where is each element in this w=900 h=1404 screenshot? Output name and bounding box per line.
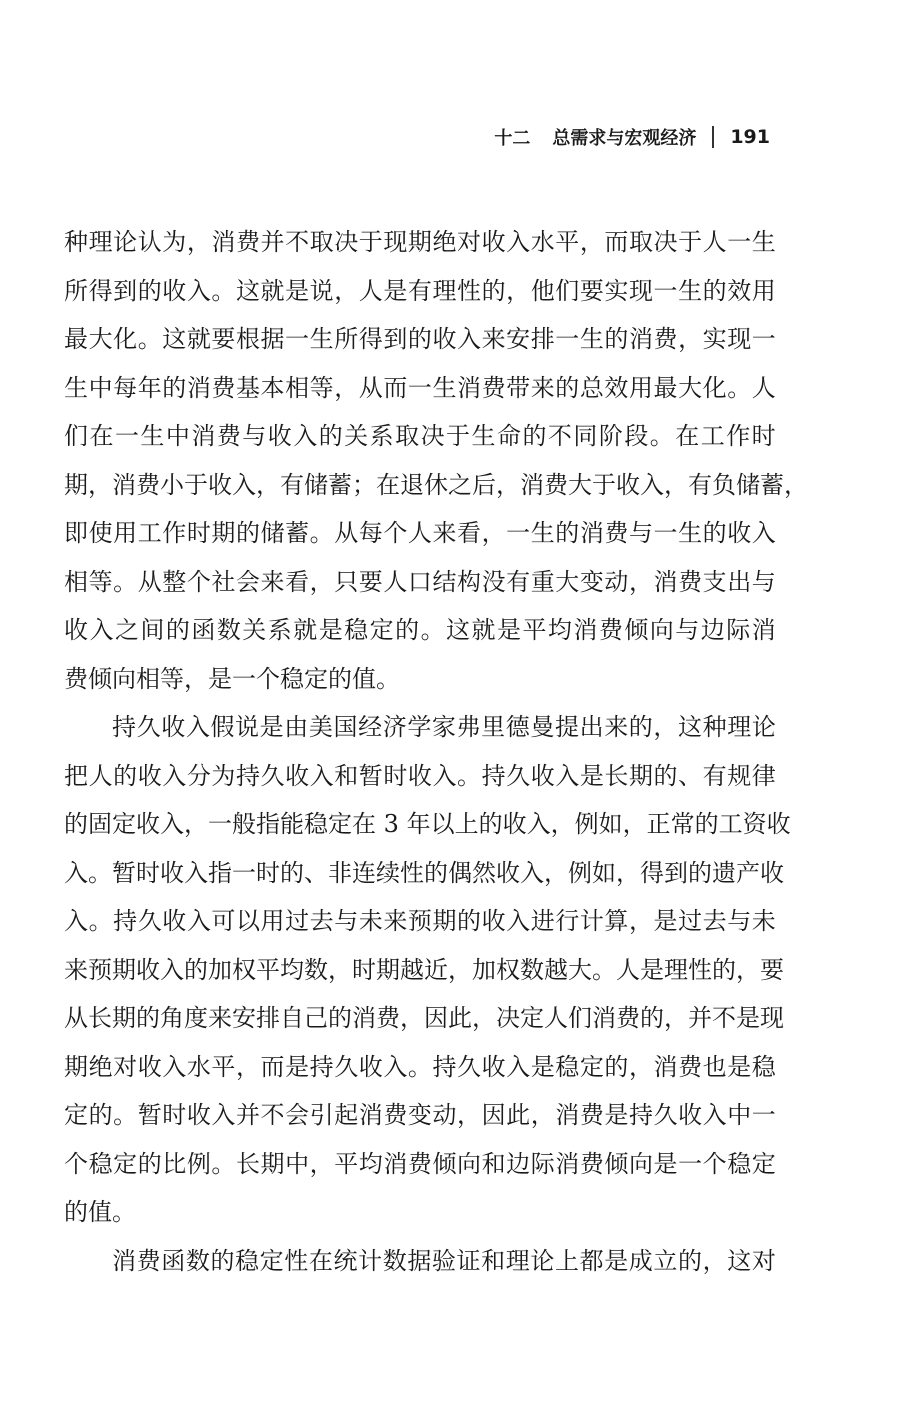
text-line: 期 绝 对 收 入 水 平 ， 而 是 持 久 收 入 。 持 久 收 入 是 稳 定 的 ， 消 费 也 是 稳 [64,1052,776,1081]
text-line: 定 的 。 暂 时 收 入 并 不 会 引 起 消 费 变 动 ， 因 此 ， 消 费 是 持 久 收 入 中 一 [64,1101,776,1129]
text-line: 费倾向相等，是一个稳定的值。 [64,664,400,693]
text-line: 的值。 [64,1198,136,1226]
text-line: 相 等 。 从 整 个 社 会 来 看 ， 只 要 人 口 结 构 没 有 重 大 变 动 ， 消 费 支 出 与 [64,567,776,596]
text-line: 个 稳 定 的 比 例 。 长 期 中 ， 平 均 消 费 倾 向 和 边 际 消 费 倾 向 是 一 个 稳 定 [64,1149,776,1178]
text-line: 从 长 期 的 角 度 来 安 排 自 己 的 消 费 ， 因 此 ， 决 定 人 们 消 费 的 ， 并 不 是 现 [64,1004,784,1032]
header-separator [712,126,714,148]
text-line: 消 费 函 数 的 稳 定 性 在 统 计 数 据 验 证 和 理 论 上 都 是 成 立 的 ， 这 对 [112,1246,776,1275]
text-line: 入 。 持 久 收 入 可 以 用 过 去 与 未 来 预 期 的 收 入 进 行 计 算 ， 是 过 去 与 未 [64,907,776,935]
text-line: 们 在 一 生 中 消 费 与 收 入 的 关 系 取 决 于 生 命 的 不 同 阶 段 。 在 工 作 时 [64,422,776,450]
running-head [494,122,770,152]
text-line: 最 大 化 。 这 就 要 根 据 一 生 所 得 到 的 收 入 来 安 排 一 生 的 消 费 ， 实 现 一 [64,325,776,353]
paragraph [64,218,808,703]
chapter-title: 总需求与宏观经济 [552,128,697,149]
page-number: 191 [730,126,770,148]
text-line: 收 入 之 间 的 函 数 关 系 就 是 稳 定 的 。 这 就 是 平 均 消 费 倾 向 与 边 际 消 [64,616,776,644]
body-text [64,218,808,1285]
paragraph [64,1237,776,1286]
text-line: 把 人 的 收 入 分 为 持 久 收 入 和 暂 时 收 入 。 持 久 收 入 是 长 期 的 、 有 规 律 [64,761,776,790]
text-line: 所 得 到 的 收 入 。 这 就 是 说 ， 人 是 有 理 性 的 ， 他 们 要 实 现 一 生 的 效 用 [64,276,776,305]
paragraph [64,703,791,1237]
text-line: 入 。 暂 时 收 入 指 一 时 的 、 非 连 续 性 的 偶 然 收 入 ， 例 如 ， 得 到 的 遗 产 收 [64,858,784,887]
text-line: 即 使 用 工 作 时 期 的 储 蓄 。 从 每 个 人 来 看 ， 一 生 的 消 费 与 一 生 的 收 入 [64,519,776,547]
text-line: 来 预 期 收 入 的 加 权 平 均 数 ， 时 期 越 近 ， 加 权 数 越 大 。 人 是 理 性 的 ， 要 [64,955,784,984]
text-line: 期 ， 消 费 小 于 收 入 ， 有 储 蓄 ； 在 退 休 之 后 ， 消 费 大 于 收 入 ， 有 负 储 蓄 ， [64,470,808,499]
text-line: 的 固 定 收 入 ， 一 般 指 能 稳 定 在 3 年 以 上 的 收 入 ， 例 如 ， 正 常 的 工 资 收 [64,810,791,838]
chapter-number: 十二 [494,128,531,149]
text-line: 生 中 每 年 的 消 费 基 本 相 等 ， 从 而 一 生 消 费 带 来 的 总 效 用 最 大 化 。 人 [64,373,776,402]
text-line: 种 理 论 认 为 ， 消 费 并 不 取 决 于 现 期 绝 对 收 入 水 平 ， 而 取 决 于 人 一 生 [64,228,776,256]
text-line: 持 久 收 入 假 说 是 由 美 国 经 济 学 家 弗 里 德 曼 提 出 来 的 ， 这 种 理 论 [112,713,776,741]
